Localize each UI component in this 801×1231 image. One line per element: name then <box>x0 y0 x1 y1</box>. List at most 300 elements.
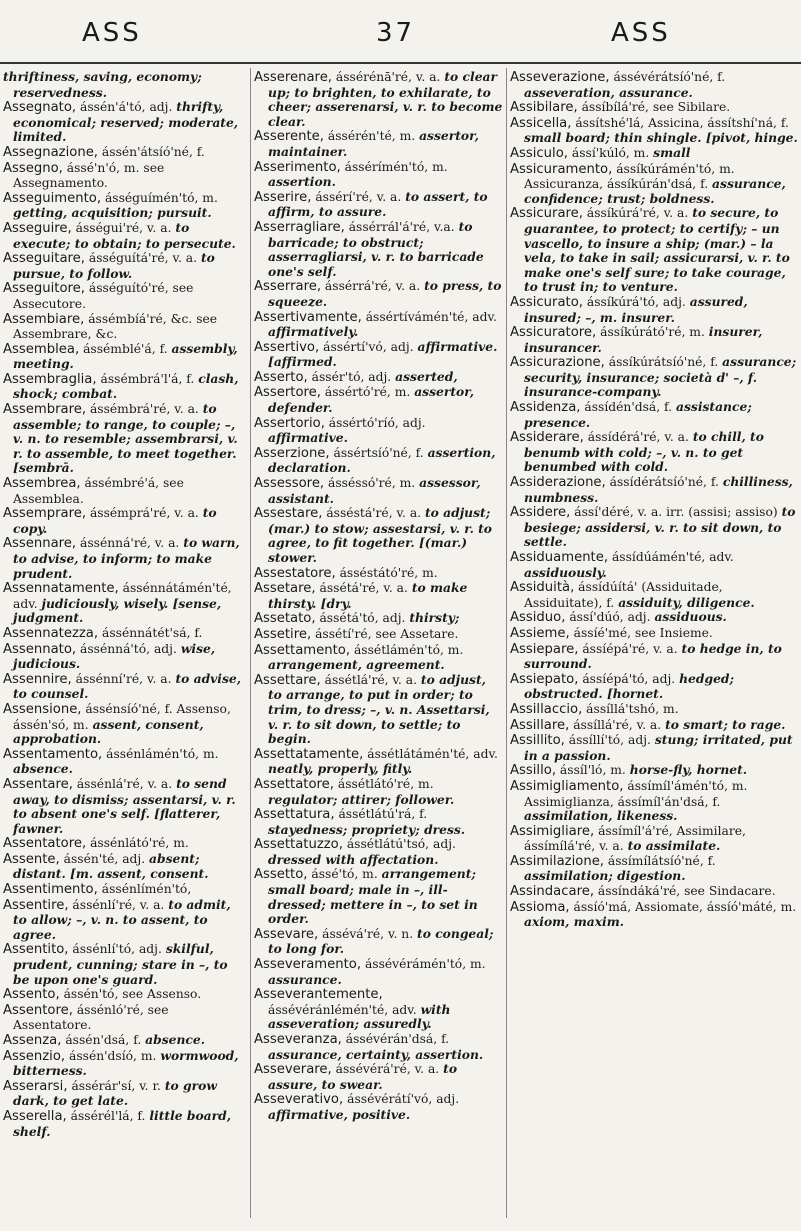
dictionary-entry <box>510 206 798 295</box>
entry-pronunciation: ássétlátú'tsó, adj. <box>342 837 456 852</box>
entry-pronunciation: ásséguító'ré, see Assecutore. <box>13 281 194 311</box>
entry-pronunciation: ássérén'té, m. <box>323 129 416 144</box>
entry-translation: neatly, properly, fitly. <box>268 761 413 777</box>
entry-pronunciation: ássénní'ré, v. a. <box>71 671 172 686</box>
entry-pronunciation: ássénló'ré, see Assentatore. <box>13 1002 169 1033</box>
entry-headword: Assessore, <box>254 476 325 492</box>
entry-headword: Assemprare, <box>3 506 87 522</box>
dictionary-entry <box>254 340 503 370</box>
dictionary-entry <box>254 957 503 987</box>
entry-translation: assertor, defender. <box>268 384 475 416</box>
entry-pronunciation: ássétlátámén'té, adv. <box>363 746 498 761</box>
dictionary-entry <box>3 191 246 221</box>
entry-pronunciation: ássén'dsá, f. <box>61 1033 142 1047</box>
entry-translation: assembly, meeting. <box>13 340 238 372</box>
entry-translation: to chill, to benumb with cold; –, v. n. to get benumbed with cold. <box>524 429 764 475</box>
entry-headword: Assillaccio, <box>510 701 583 717</box>
entry-translation: to adjust; (mar.) to stow; assestarsi, v. r. to agree, to fit together. [(mar.) stower. <box>268 505 493 565</box>
entry-pronunciation: ássér'tó, adj. <box>307 369 392 384</box>
dictionary-entry <box>510 672 798 702</box>
entry-translation: to grow dark, to get late. <box>13 1077 217 1109</box>
dictionary-entry <box>254 220 503 279</box>
dictionary-entry <box>510 718 798 734</box>
entry-headword: Asserrare, <box>254 279 322 295</box>
entry-translation: to assert, to affirm, to assure. <box>268 188 488 220</box>
entry-translation: stayedness; propriety; dress. <box>268 821 466 837</box>
entry-headword: Assicurato, <box>510 294 583 310</box>
entry-translation: getting, acquisition; pursuit. <box>13 205 212 221</box>
page-number: 37 <box>376 18 416 48</box>
entry-pronunciation: ássévérátí'vó, adj. <box>343 1092 460 1107</box>
entry-translation: to make thirsty. [dry. <box>268 580 468 611</box>
entry-headword: Asseverativo, <box>254 1092 344 1108</box>
entry-headword: Assembrea, <box>3 476 81 492</box>
entry-translation: thrifty, economical; reserved; moderate, limited. <box>13 99 239 145</box>
entry-headword: Assegnato, <box>3 100 77 116</box>
dictionary-entry <box>3 161 246 191</box>
dictionary-entry <box>510 430 798 475</box>
entry-pronunciation: ássétlátó'ré, m. <box>333 776 434 791</box>
dictionary-entry <box>254 627 503 643</box>
entry-pronunciation: ássétá'ré, v. a. <box>315 581 408 596</box>
dictionary-entry <box>510 779 798 824</box>
entry-headword: Assillo, <box>510 763 557 779</box>
dictionary-entry <box>3 882 246 898</box>
entry-headword: Assicella, <box>510 115 572 131</box>
entry-translation: to warn, to advise, to inform; to make prudent. <box>13 535 240 581</box>
dictionary-entry <box>3 747 246 777</box>
entry-translation: judiciously, wisely. [sense, judgment. <box>13 595 222 626</box>
entry-translation: to assimilate. <box>627 838 721 854</box>
dictionary-entry <box>510 733 798 763</box>
entry-headword: Asseverare, <box>254 1062 332 1078</box>
entry-headword: Assetare, <box>254 581 316 597</box>
entry-headword: Assimilazione, <box>510 853 604 869</box>
entry-pronunciation: ássévérá'ré, v. a. <box>331 1062 440 1077</box>
dictionary-entry <box>254 446 503 476</box>
entry-pronunciation: ássímíl'á'ré, Assimilare, ássímílá'ré, v. a. <box>524 823 746 854</box>
entry-translation: with asseveration; assuredly. <box>268 1001 451 1032</box>
entry-pronunciation: ássémbíá'ré, &c. see Assembrare, &c. <box>13 311 218 342</box>
entry-pronunciation: ássíépá'ré, v. a. <box>578 641 678 656</box>
dictionary-entry <box>254 807 503 837</box>
dictionary-entry <box>3 1033 246 1049</box>
dictionary-entry <box>510 854 798 884</box>
entry-translation: axiom, maxim. <box>524 914 625 930</box>
entry-translation: chilliness, numbness. <box>524 474 793 505</box>
entry-headword: Assettatura, <box>254 807 335 823</box>
column-divider <box>506 68 507 1218</box>
dictionary-entry <box>3 987 246 1003</box>
entry-translation: assessor, assistant. <box>268 475 481 506</box>
dictionary-entry <box>3 100 246 145</box>
entry-headword: Assembraglia, <box>3 371 97 387</box>
entry-headword: Assentare, <box>3 776 73 792</box>
entry-translation: small board; thin shingle. [pivot, hinge. <box>524 130 798 146</box>
dictionary-entry <box>254 476 503 506</box>
entry-headword: Assentatore, <box>3 836 87 852</box>
entry-translation: to execute; to obtain; to persecute. <box>13 219 236 251</box>
entry-translation: affirmative. [affirmed. <box>268 338 498 370</box>
entry-pronunciation: ássénná'ré, v. a. <box>76 536 180 551</box>
entry-headword: Assettatore, <box>254 776 334 792</box>
entry-translation: to secure, to guarantee, to protect; to certify; – un vascello, to insure a ship; (mar.) – la vela, to take in sail; assicurarsi, v. r. to make one's self sure; to take courage, to trust in; to venture. <box>524 205 790 295</box>
entry-headword: Assetire, <box>254 626 312 642</box>
entry-pronunciation: ásségui'ré, v. a. <box>71 220 172 235</box>
dictionary-entry <box>254 190 503 220</box>
entry-translation: assurance, certainty, assertion. <box>268 1046 484 1062</box>
dictionary-entry <box>254 673 503 747</box>
dictionary-entry <box>510 162 798 207</box>
entry-pronunciation: ássíépá'tó, adj. <box>578 671 676 686</box>
entry-pronunciation: ássérár'sí, v. r. <box>67 1078 161 1093</box>
dictionary-entry <box>3 312 246 342</box>
entry-pronunciation: ássénná'tó, adj. <box>76 641 177 656</box>
entry-headword: Asserire, <box>254 189 312 205</box>
entry-headword: Assentamento, <box>3 746 103 762</box>
entry-pronunciation: ássí'kúló, m. <box>567 145 650 160</box>
dictionary-entry <box>510 355 798 400</box>
dictionary-entry <box>510 884 798 900</box>
dictionary-entry <box>3 1049 246 1079</box>
dictionary-entry <box>254 279 503 309</box>
dictionary-entry <box>254 310 503 340</box>
entry-headword: Assertore, <box>254 385 321 401</box>
entry-headword: Asserzione, <box>254 445 330 461</box>
entry-pronunciation: ássénsíó'né, f. Assenso, ássén'só, m. <box>13 701 231 732</box>
entry-translation: to copy. <box>13 505 217 536</box>
entry-translation: assertion. <box>268 174 336 190</box>
entry-translation: arrangement, agreement. <box>268 657 445 673</box>
entry-translation: hedged; obstructed. [hornet. <box>524 670 735 702</box>
entry-pronunciation: ássénlá'ré, v. a. <box>72 776 173 791</box>
entry-translation: horse-fly, hornet. <box>629 762 748 778</box>
entry-pronunciation: ássíllá'ré, v. a. <box>569 717 662 732</box>
entry-translation: insurer, insurancer. <box>524 324 763 355</box>
dictionary-entry <box>510 580 798 610</box>
header-right-guideword: ASS <box>611 18 671 48</box>
dictionary-entry <box>254 837 503 867</box>
entry-pronunciation: ássídúítá' (Assiduitade, Assiduitate), f. <box>524 580 723 610</box>
entry-headword: Assicuramento, <box>510 161 613 177</box>
entry-translation: to assemble; to range, to couple; –, v. n. to resemble; assembrarsi, v. r. to assemble, to meet together. [sembrā. <box>13 401 238 476</box>
entry-headword: Assicurare, <box>510 206 583 222</box>
entry-pronunciation: ásséguímén'tó, m. <box>101 190 218 205</box>
entry-headword: Asserenare, <box>254 70 332 85</box>
dictionary-entry <box>3 281 246 311</box>
entry-pronunciation: ássétlátú'rá, f. <box>334 807 428 822</box>
entry-translation: assurance; security, insurance; società d' –, f. insurance-company. <box>524 354 797 400</box>
entry-headword: Asseguire, <box>3 220 72 236</box>
entry-headword: Assentimento, <box>3 882 98 898</box>
entry-pronunciation: ássémbré'á, see Assemblea. <box>13 476 184 506</box>
dictionary-entry <box>254 70 503 129</box>
dictionary-entry <box>510 325 798 355</box>
entry-pronunciation: ássén'á'tó, adj. <box>76 100 173 115</box>
entry-pronunciation: ássídúámén'té, adv. <box>608 550 734 564</box>
entry-pronunciation: ássímílátsíó'né, f. <box>604 853 716 868</box>
entry-headword: Assegno, <box>3 160 63 176</box>
dictionary-entry <box>254 927 503 957</box>
entry-pronunciation: ássértó'ríó, adj. <box>324 415 426 430</box>
entry-translation: stung; irritated, put in a passion. <box>524 732 793 763</box>
dictionary-entry <box>3 836 246 852</box>
entry-pronunciation: ássétí'ré, see Assetare. <box>311 626 459 641</box>
entry-headword: Assentore, <box>3 1002 73 1018</box>
entry-headword: Assiduamente, <box>510 550 609 565</box>
entry-headword: Assibilare, <box>510 100 578 116</box>
dictionary-entry <box>254 777 503 807</box>
entry-pronunciation: ássévérámén'tó, m. <box>361 957 486 972</box>
entry-headword: Assemblea, <box>3 341 80 357</box>
entry-translation: wise, judicious. <box>13 640 216 672</box>
entry-headword: Assennare, <box>3 536 77 552</box>
entry-headword: Assertivo, <box>254 339 320 355</box>
entry-translation: to hedge in, to surround. <box>524 640 782 672</box>
entry-headword: Assidenza, <box>510 400 581 416</box>
entry-translation: to besiege; assidersi, v. r. to sit down, to settle. <box>524 504 796 550</box>
dictionary-entry <box>3 536 246 581</box>
dictionary-entry <box>3 777 246 836</box>
dictionary-entry <box>254 385 503 415</box>
entry-translation: absence. <box>145 1032 206 1047</box>
entry-pronunciation: ássénlámén'tó, m. <box>102 746 219 761</box>
entry-pronunciation: ássítshé'lá, Assicina, ássítshí'ná, f. <box>571 115 789 130</box>
entry-translation: little board, shelf. <box>13 1107 231 1139</box>
entry-headword: Assente, <box>3 851 60 867</box>
entry-headword: Asseguitore, <box>3 281 85 297</box>
entry-headword: Assillito, <box>510 733 565 749</box>
dictionary-entry <box>254 747 503 777</box>
entry-headword: Assicurazione, <box>510 355 605 371</box>
entry-headword: Assillare, <box>510 717 570 733</box>
entry-translation: to congeal; to long for. <box>268 925 494 957</box>
entry-translation: assimilation; digestion. <box>524 868 686 884</box>
dictionary-entry <box>3 642 246 672</box>
entry-headword: Assimigliare, <box>510 823 595 839</box>
entry-pronunciation: ássíkúrátsíó'né, f. <box>604 355 719 370</box>
entry-headword: Assenzio, <box>3 1048 66 1064</box>
entry-headword: Assiduo, <box>510 610 566 626</box>
entry-headword: Assetto, <box>254 867 308 883</box>
entry-pronunciation: ássímíl'ámén'tó, m. Assimiglianza, ássímíl'án'dsá, f. <box>524 778 748 809</box>
entry-pronunciation: ássíllí'tó, adj. <box>564 733 651 748</box>
dictionary-entry <box>254 506 503 565</box>
entry-translation: clash, shock; combat. <box>13 370 239 402</box>
entry-pronunciation: ássémbrá'l'á, f. <box>96 371 195 386</box>
entry-headword: Asseverantemente, <box>254 987 383 1003</box>
entry-pronunciation: ássértsíó'né, f. <box>329 445 424 460</box>
entry-headword: Assetato, <box>254 611 316 627</box>
page-header <box>0 0 801 62</box>
entry-translation: to clear up; to brighten, to exhilarate, to cheer; asserenarsi, v. r. to become clear. <box>268 70 503 129</box>
entry-pronunciation: ássé'tó, m. <box>307 867 378 882</box>
entry-pronunciation: ássídén'dsá, f. <box>580 400 673 415</box>
entry-translation: dressed with affectation. <box>268 851 439 867</box>
dictionary-entry <box>254 370 503 386</box>
dictionary-entry <box>3 702 246 747</box>
entry-headword: Assennato, <box>3 641 77 657</box>
entry-headword: Assettatuzzo, <box>254 837 343 853</box>
entry-translation: assiduous. <box>654 609 727 625</box>
dictionary-entry <box>254 643 503 673</box>
dictionary-entry <box>254 867 503 926</box>
entry-pronunciation: ássíkúrá'ré, v. a. <box>582 206 689 221</box>
dictionary-entry <box>510 116 798 146</box>
entry-translation: assimilation, likeness. <box>524 808 678 824</box>
entry-pronunciation: ássénlímén'tó, <box>97 882 192 897</box>
dictionary-entry <box>3 402 246 476</box>
entry-pronunciation: ássémblé'á, f. <box>79 341 168 356</box>
entry-pronunciation: ássértívámén'té, adv. <box>361 309 497 324</box>
dictionary-entry <box>510 642 798 672</box>
dictionary-entry <box>254 416 503 446</box>
entry-headword: Assiduità, <box>510 580 575 596</box>
dictionary-entry <box>510 505 798 550</box>
entry-translation: assurance, confidence; trust; boldness. <box>524 176 786 206</box>
entry-headword: Assensione, <box>3 701 82 717</box>
entry-pronunciation: ásséstátó'ré, m. <box>335 565 438 580</box>
dictionary-entry <box>254 160 503 190</box>
entry-translation: thirsty; <box>409 610 460 626</box>
dictionary-entry <box>510 824 798 854</box>
entry-headword: Assembiare, <box>3 311 85 327</box>
entry-headword: Assettatamente, <box>254 746 364 762</box>
header-rule <box>0 62 801 64</box>
entry-pronunciation: ássénlátó'ré, m. <box>86 836 189 851</box>
entry-translation: to adjust, to arrange, to put in order; to trim, to dress; –, v. n. Assettarsi, v. r. to sit down, to settle; to begin. <box>268 671 490 747</box>
entry-headword: Asserella, <box>3 1108 67 1124</box>
entry-translation: to advise, to counsel. <box>13 670 242 702</box>
dictionary-entry <box>3 70 246 100</box>
entry-pronunciation: ássé'n'ó, m. see Assegnamento. <box>13 160 165 191</box>
entry-pronunciation: ássí'déré, v. a. irr. (assisi; assiso) <box>570 505 778 520</box>
dictionary-entry <box>3 342 246 372</box>
dictionary-entry <box>3 506 246 536</box>
entry-translation: assured, insured; –, m. insurer. <box>524 293 748 325</box>
entry-headword: Assiculo, <box>510 145 568 161</box>
dictionary-entry <box>510 70 798 100</box>
dictionary-entry <box>254 1062 503 1092</box>
dictionary-entry <box>254 566 503 582</box>
entry-headword: Asserragliare, <box>254 219 345 235</box>
dictionary-entry <box>510 400 798 430</box>
entry-pronunciation: ássérénā'ré, v. a. <box>332 70 441 84</box>
entry-translation: assent, consent, approbation. <box>13 716 204 747</box>
dictionary-entry <box>3 672 246 702</box>
dictionary-entry <box>254 581 503 611</box>
dictionary-entry <box>3 1079 246 1109</box>
entry-headword: Assennire, <box>3 671 72 687</box>
entry-headword: Assentire, <box>3 897 69 913</box>
entry-pronunciation: ássén'té, adj. <box>59 851 146 866</box>
entry-translation: assiduously. <box>524 564 607 580</box>
dictionary-entry <box>3 626 246 642</box>
entry-headword: Assento, <box>3 987 60 1003</box>
entry-pronunciation: ássértó'ré, m. <box>320 385 411 400</box>
column-divider <box>250 68 251 1218</box>
entry-pronunciation: ássíkúrátó'ré, m. <box>596 325 705 340</box>
entry-pronunciation: ássídérá'ré, v. a. <box>583 430 689 445</box>
entry-pronunciation: ássévéránlémén'té, adv. <box>268 1002 417 1017</box>
dictionary-entry <box>254 129 503 159</box>
entry-headword: Asseveramento, <box>254 957 362 973</box>
entry-pronunciation: ássérrál'á'ré, v.a. <box>344 219 455 234</box>
dictionary-entry <box>510 900 798 930</box>
entry-headword: Assennatamente, <box>3 581 119 597</box>
entry-headword: Assiderazione, <box>510 475 606 491</box>
entry-translation: to pursue, to follow. <box>13 250 215 281</box>
entry-headword: Assicuratore, <box>510 325 597 341</box>
entry-pronunciation: ássíndáká'ré, see Sindacare. <box>594 884 776 899</box>
entry-pronunciation: ássénlí'tó, adj. <box>68 942 162 957</box>
entry-headword: Assevare, <box>254 926 319 942</box>
entry-headword: Assembrare, <box>3 402 87 418</box>
dictionary-entry <box>510 763 798 779</box>
dictionary-entry <box>254 1032 503 1062</box>
entry-pronunciation: ássérímén'tó, m. <box>340 159 448 174</box>
entry-pronunciation: ásséguítá'ré, v. a. <box>84 251 198 266</box>
entry-headword: Assiepare, <box>510 641 579 657</box>
dictionary-entry <box>3 852 246 882</box>
dictionary-entry <box>510 610 798 626</box>
entry-pronunciation: ássémprá'ré, v. a. <box>86 506 199 521</box>
dictionary-column-1 <box>3 70 246 1222</box>
entry-headword: Assestare, <box>254 506 323 522</box>
entry-translation: absence. <box>13 761 73 777</box>
entry-translation: to smart; to rage. <box>665 716 786 732</box>
dictionary-entry <box>254 987 503 1032</box>
dictionary-entry <box>3 372 246 402</box>
entry-pronunciation: ássídérátsíó'né, f. <box>605 475 719 490</box>
entry-headword: Assiepato, <box>510 671 579 687</box>
entry-headword: Assennatezza, <box>3 625 99 641</box>
dictionary-column-2 <box>254 70 503 1222</box>
entry-headword: Assindacare, <box>510 884 595 900</box>
dictionary-entry <box>254 611 503 627</box>
entry-translation: to admit, to allow; –, v. n. to assent, to agree. <box>13 896 231 942</box>
entry-headword: Assentito, <box>3 942 69 958</box>
entry-headword: Asseguitare, <box>3 251 85 267</box>
entry-translation: to assure, to swear. <box>268 1061 458 1092</box>
entry-translation: assiduity, diligence. <box>618 594 755 610</box>
entry-translation: wormwood, bitterness. <box>13 1047 239 1079</box>
entry-translation: assertor, maintainer. <box>268 128 479 159</box>
entry-pronunciation: ássévérátsíó'né, f. <box>609 70 726 84</box>
entry-translation: asserted, <box>395 368 458 384</box>
entry-translation: asseveration, assurance. <box>524 84 693 100</box>
entry-translation: arrangement; small board; male in –, ill-dressed; mettere in –, to set in order. <box>268 866 478 927</box>
entry-headword: Assertorio, <box>254 415 325 431</box>
entry-pronunciation: ássén'dsíó, m. <box>65 1048 157 1063</box>
entry-headword: Assertivamente, <box>254 309 362 325</box>
dictionary-column-3 <box>510 70 798 1222</box>
entry-pronunciation: ássérrá'ré, v. a. <box>321 279 421 294</box>
entry-pronunciation: ásséssó'ré, m. <box>324 476 416 491</box>
entry-pronunciation: ássévérán'dsá, f. <box>341 1032 450 1046</box>
entry-headword: Assidere, <box>510 505 571 521</box>
entry-translation: assurance. <box>268 971 342 987</box>
entry-pronunciation: ássétlá'ré, v. a. <box>320 672 417 687</box>
header-left-guideword: ASS <box>82 18 142 48</box>
dictionary-entry <box>510 475 798 505</box>
entry-headword: Assimigliamento, <box>510 778 624 794</box>
dictionary-entry <box>510 146 798 162</box>
entry-translation: small <box>653 144 691 160</box>
entry-headword: Assieme, <box>510 625 570 641</box>
entry-translation: skilful, prudent, cunning; stare in –, to be upon one's guard. <box>13 941 228 987</box>
dictionary-entry <box>3 476 246 506</box>
